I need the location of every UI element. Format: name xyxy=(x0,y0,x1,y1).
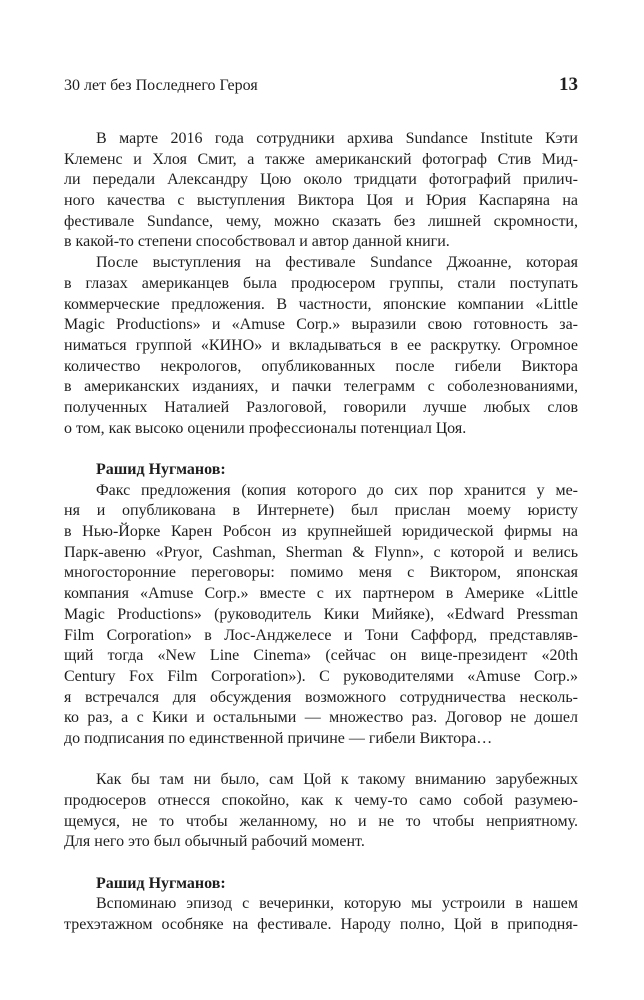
paragraph-spacer xyxy=(64,853,578,874)
text-line: В марте 2016 года сотрудники архива Sundance Institute Кэти xyxy=(96,130,578,147)
text-line: Для него это был обычный рабочий момент. xyxy=(64,833,365,851)
paragraph-spacer xyxy=(64,750,578,771)
text-line: трехэтажном особняке на фестивале. Народу полно, Цой в приподня- xyxy=(64,916,578,934)
text-line: Факс предложения (копия которого до сих пор хранится у ме- xyxy=(96,481,578,499)
paragraph-spacer xyxy=(64,439,578,460)
text-line: Как бы там ни было, сам Цой к такому вниманию зарубежных xyxy=(96,771,578,789)
text-line: в Нью-Йорке Карен Робсон из крупнейшей юридической фирмы на xyxy=(64,523,578,541)
text-line: компания «Amuse Corp.» вместе с их партнером в Америке «Little xyxy=(64,585,578,603)
text-line: фестивале Sundance, чему, можно сказать без лишней скромности, xyxy=(64,212,578,230)
paragraph xyxy=(64,481,578,750)
text-line: Вспоминаю эпизод с вечеринки, которую мы устроили в нашем xyxy=(96,895,578,913)
text-line: многосторонние переговоры: помимо меня с Виктором, японская xyxy=(64,564,578,582)
text-line: Парк-авеню «Pryor, Cashman, Sherman & Flynn», с которой и велись xyxy=(64,543,578,561)
speaker-heading xyxy=(64,460,578,481)
text-line: ко раз, а с Кики и остальными — множество раз. Договор не дошел xyxy=(64,709,578,727)
body-text xyxy=(64,129,578,936)
paragraph xyxy=(64,894,578,935)
text-line: количество некрологов, опубликованных после гибели Виктора xyxy=(64,357,578,375)
text-line: коммерческие предложения. В частности, японские компании «Little xyxy=(64,295,578,313)
text-line: Magic Productions» и «Amuse Corp.» выразили свою готовность за- xyxy=(64,316,578,334)
text-line: ниматься группой «КИНО» и вкладываться в ее раскрутку. Огромное xyxy=(64,336,578,354)
paragraph xyxy=(64,253,578,439)
running-head: 30 лет без Последнего Героя xyxy=(64,77,258,94)
text-line: ли передали Александру Цою около тридцати фотографий прилич- xyxy=(64,171,578,189)
text-line: я встречался для обсуждения возможного сотрудничества несколь- xyxy=(64,688,578,706)
text-line: щемуся, не то чтобы желанному, но и не то чтобы неприятному. xyxy=(64,812,578,830)
text-line: продюсеров отнесся спокойно, как к чему-то само собой разумею- xyxy=(64,792,578,809)
text-line: щий тогда «New Line Cinema» (сейчас он вице-президент «20th xyxy=(64,647,578,665)
page-number: 13 xyxy=(559,74,578,95)
text-line: в глазах американцев была продюсером группы, стали поступать xyxy=(64,274,578,292)
text-line: Рашид Нугманов: xyxy=(96,874,226,892)
text-line: ного качества с выступления Виктора Цоя и Юрия Каспаряна на xyxy=(64,192,578,210)
text-line: полученных Наталией Разлоговой, говорили лучше любых слов xyxy=(64,398,578,416)
speaker-heading xyxy=(64,874,578,895)
paragraph xyxy=(64,129,578,253)
text-line: Клеменс и Хлоя Смит, а также американский фотограф Стив Мид- xyxy=(64,150,578,168)
text-line: ня и опубликована в Интернете) был прислан моему юристу xyxy=(64,502,578,520)
text-line: Century Fox Film Corporation»). С руководителями «Amuse Corp.» xyxy=(64,667,578,685)
text-line: до подписания по единственной причине — гибели Виктора… xyxy=(64,729,493,747)
paragraph xyxy=(64,770,578,853)
text-line: Film Corporation» в Лос-Анджелесе и Тони Саффорд, представляв- xyxy=(64,626,578,644)
text-line: После выступления на фестивале Sundance Джоанне, которая xyxy=(96,254,578,272)
text-line: о том, как высоко оценили профессионалы потенциал Цоя. xyxy=(64,419,467,437)
text-line: в какой-то степени способствовал и автор данной книги. xyxy=(64,233,450,251)
text-line: Рашид Нугманов: xyxy=(96,461,226,478)
text-line: Magic Productions» (руководитель Кики Мийяке), «Edward Pressman xyxy=(64,605,578,623)
text-line: в американских изданиях, и пачки телеграмм с соболезнованиями, xyxy=(64,378,578,396)
